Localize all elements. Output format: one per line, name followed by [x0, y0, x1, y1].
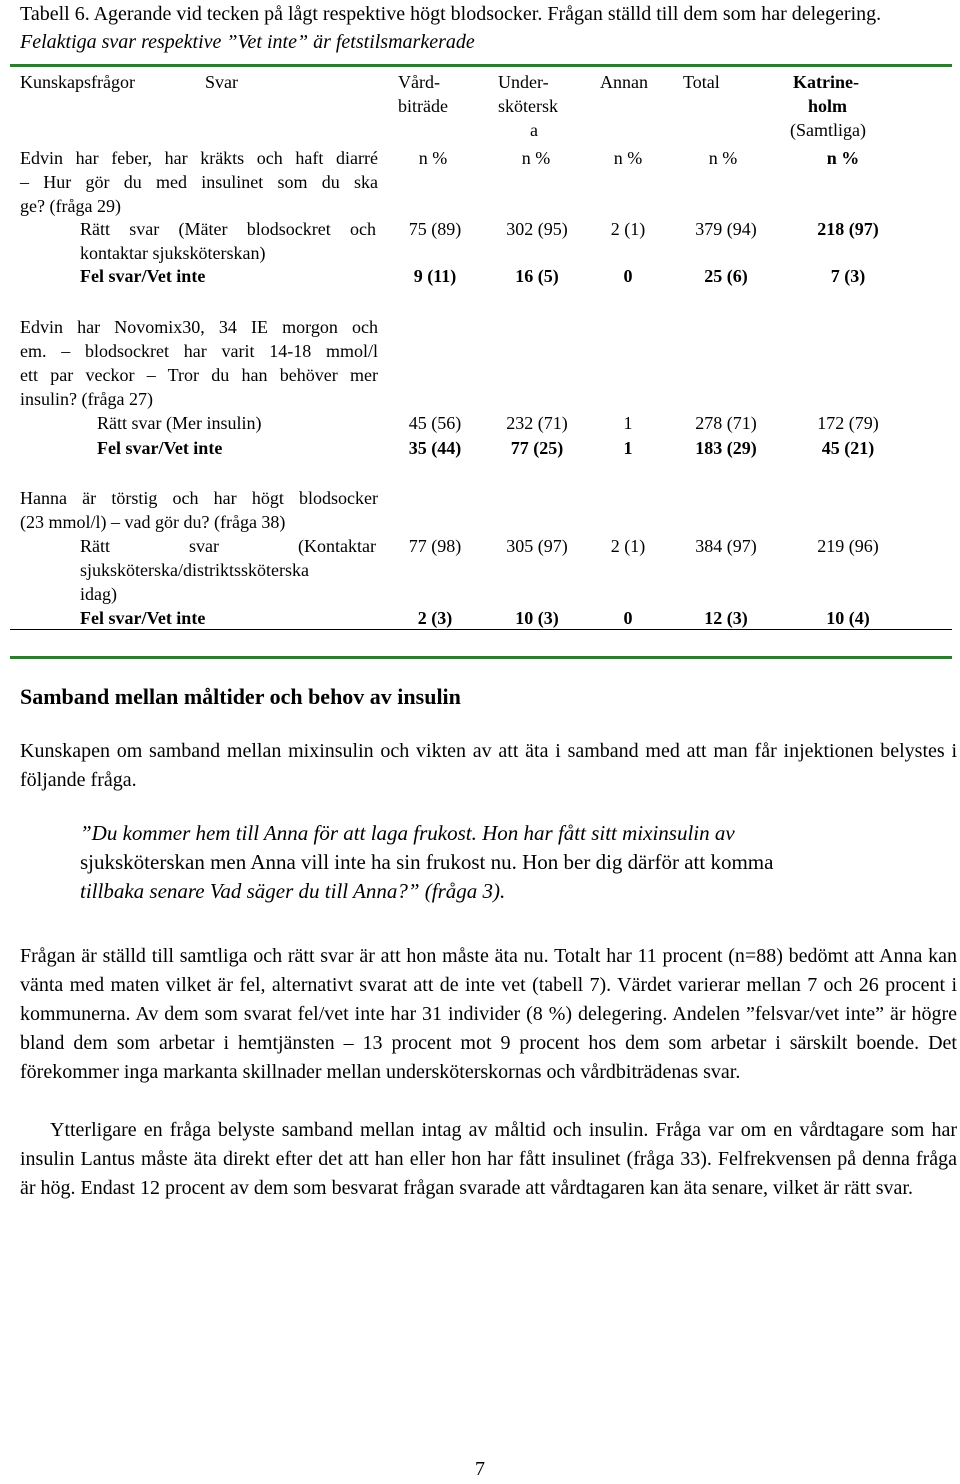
q3-wrong-underskoterska: 10 (3)	[515, 608, 559, 628]
q3-wrong-vardbitrade: 2 (3)	[417, 608, 453, 628]
quote-line-1: ”Du kommer hem till Anna för att laga frukost. Hon har fått sitt mixinsulin av	[80, 821, 735, 845]
q1-wrong-annan: 0	[623, 266, 633, 286]
question-2-text	[20, 315, 378, 411]
q1-correct-label-line-2: kontaktar sjuksköterskan)	[80, 243, 266, 263]
q3-correct-label-line-1: Rätt svar (Kontaktar	[80, 536, 376, 556]
q3-correct-annan: 2 (1)	[610, 536, 646, 556]
q2-wrong-total: 183 (29)	[695, 438, 757, 458]
q2-wrong-label: Fel svar/Vet inte	[97, 438, 223, 458]
header-total: Total	[683, 72, 720, 92]
q3-correct-total: 384 (97)	[695, 536, 757, 556]
q3-wrong-label: Fel svar/Vet inte	[80, 608, 206, 628]
table-caption	[20, 0, 950, 56]
q1-correct-katrineholm: 218 (97)	[817, 219, 879, 239]
q1-correct-label	[80, 217, 376, 265]
header-vardbitrade-1: Vård-	[398, 72, 440, 92]
unit-vardbitrade: n %	[418, 148, 448, 168]
body-paragraph-1: Frågan är ställd till samtliga och rätt svar är att hon måste äta nu. Totalt har 11 procent (n=88) bedömt att Anna kan vänta med maten vilket är fel, alternativt svarat att de inte vet (tabell 7). Värdet varierar mellan 7 och 26 procent i kommunerna. Av dem som svarat fel/vet inte har 31 individer (8 %) delegering. Andelen ”felsvar/vet inte” är högre bland dem som arbetar i hemtjänsten – 13 procent mot 9 procent hos dem som arbetar i särskilt boende. Det förekommer inga markanta skillnader mellan undersköterskornas och vårdbiträdenas svar.	[20, 945, 957, 1083]
table-end-rule	[10, 656, 952, 659]
q3-wrong-katrineholm: 10 (4)	[826, 608, 870, 628]
question-2-line-2: em. – blodsockret har varit 14-18 mmol/l	[20, 341, 378, 361]
header-underskoterska-3: a	[530, 120, 538, 140]
question-1-line-1: Edvin har feber, har kräkts och haft diarré	[20, 148, 378, 168]
q1-correct-label-line-1: Rätt svar (Mäter blodsockret och	[80, 219, 376, 239]
q2-wrong-annan: 1	[623, 438, 633, 458]
q3-wrong-annan: 0	[623, 608, 633, 628]
caption-text: Tabell 6. Agerande vid tecken på lågt respektive högt blodsocker. Frågan ställd till dem som har delegering.	[20, 3, 882, 25]
header-katrineholm-2: holm	[808, 96, 848, 116]
question-1-text	[20, 146, 378, 218]
quote-line-2: sjuksköterskan men Anna vill inte ha sin frukost nu. Hon ber dig därför att komma	[80, 850, 774, 874]
header-vardbitrade-2: biträde	[398, 96, 448, 116]
q3-correct-label-line-3: idag)	[80, 584, 117, 604]
header-annan: Annan	[600, 72, 648, 92]
q2-correct-katrineholm: 172 (79)	[817, 413, 879, 433]
q1-correct-vardbitrade: 75 (89)	[408, 219, 462, 239]
q1-correct-annan: 2 (1)	[610, 219, 646, 239]
header-kunskapsfragor: Kunskapsfrågor	[20, 72, 135, 92]
q1-correct-underskoterska: 302 (95)	[506, 219, 568, 239]
q1-correct-total: 379 (94)	[695, 219, 757, 239]
q3-wrong-total: 12 (3)	[704, 608, 748, 628]
intro-paragraph: Kunskapen om samband mellan mixinsulin och vikten av att äta i samband med att man får injektionen belystes i följande fråga.	[20, 740, 957, 791]
q1-wrong-katrineholm: 7 (3)	[830, 266, 866, 286]
question-3-text	[20, 486, 378, 534]
header-svar: Svar	[205, 72, 238, 92]
q2-wrong-katrineholm: 45 (21)	[821, 438, 875, 458]
q1-wrong-vardbitrade: 9 (11)	[413, 266, 457, 286]
q3-correct-underskoterska: 305 (97)	[506, 536, 568, 556]
section-heading: Samband mellan måltider och behov av insulin	[20, 684, 461, 709]
quote-line-3: tillbaka senare Vad säger du till Anna?” (fråga 3).	[80, 879, 506, 903]
body-paragraph-2: Ytterligare en fråga belyste samband mellan intag av måltid och insulin. Fråga var om en vårdtagare som har insulin Lantus måste äta direkt efter det att han eller hon har fått insulinet (fråga 33). Felfrekvensen på denna fråga är hög. Endast 12 procent av dem som besvarat frågan svarade att vårdtagaren kan äta senare, vilket är rätt svar.	[20, 1119, 957, 1199]
q3-correct-label	[80, 534, 376, 606]
q3-correct-katrineholm: 219 (96)	[817, 536, 879, 556]
question-3-line-1: Hanna är törstig och har högt blodsocker	[20, 488, 378, 508]
caption-italic-text: Felaktiga svar respektive ”Vet inte” är fetstilsmarkerade	[20, 31, 475, 53]
header-katrineholm-1: Katrine-	[793, 72, 859, 92]
q1-wrong-total: 25 (6)	[704, 266, 748, 286]
unit-katrineholm: n %	[826, 148, 860, 168]
q2-correct-vardbitrade: 45 (56)	[408, 413, 462, 433]
unit-total: n %	[708, 148, 738, 168]
quote-block	[80, 819, 910, 906]
q2-wrong-vardbitrade: 35 (44)	[408, 438, 462, 458]
q2-correct-total: 278 (71)	[695, 413, 757, 433]
q3-correct-label-line-2: sjuksköterska/distriktssköterska	[80, 560, 309, 580]
question-2-line-1: Edvin har Novomix30, 34 IE morgon och	[20, 317, 378, 337]
unit-annan: n %	[613, 148, 643, 168]
q2-correct-label: Rätt svar (Mer insulin)	[97, 413, 262, 433]
header-underskoterska-1: Under-	[498, 72, 549, 92]
q2-wrong-underskoterska: 77 (25)	[510, 438, 564, 458]
header-katrineholm-3: (Samtliga)	[790, 120, 866, 140]
q2-correct-annan: 1	[623, 413, 633, 433]
q1-wrong-label: Fel svar/Vet inte	[80, 266, 206, 286]
page-number: 7	[475, 1458, 485, 1480]
q2-correct-underskoterska: 232 (71)	[506, 413, 568, 433]
q1-wrong-underskoterska: 16 (5)	[515, 266, 559, 286]
question-3-line-2: (23 mmol/l) – vad gör du? (fråga 38)	[20, 512, 286, 532]
q3-correct-vardbitrade: 77 (98)	[408, 536, 462, 556]
table-top-rule	[10, 64, 952, 67]
question-1-line-3: ge? (fråga 29)	[20, 196, 121, 216]
header-underskoterska-2: skötersk	[498, 96, 558, 116]
question-2-line-4: insulin? (fråga 27)	[20, 389, 153, 409]
table-bottom-line	[10, 629, 952, 630]
unit-underskoterska: n %	[521, 148, 551, 168]
question-2-line-3: ett par veckor – Tror du han behöver mer	[20, 365, 378, 385]
question-1-line-2: – Hur gör du med insulinet som du ska	[20, 172, 378, 192]
